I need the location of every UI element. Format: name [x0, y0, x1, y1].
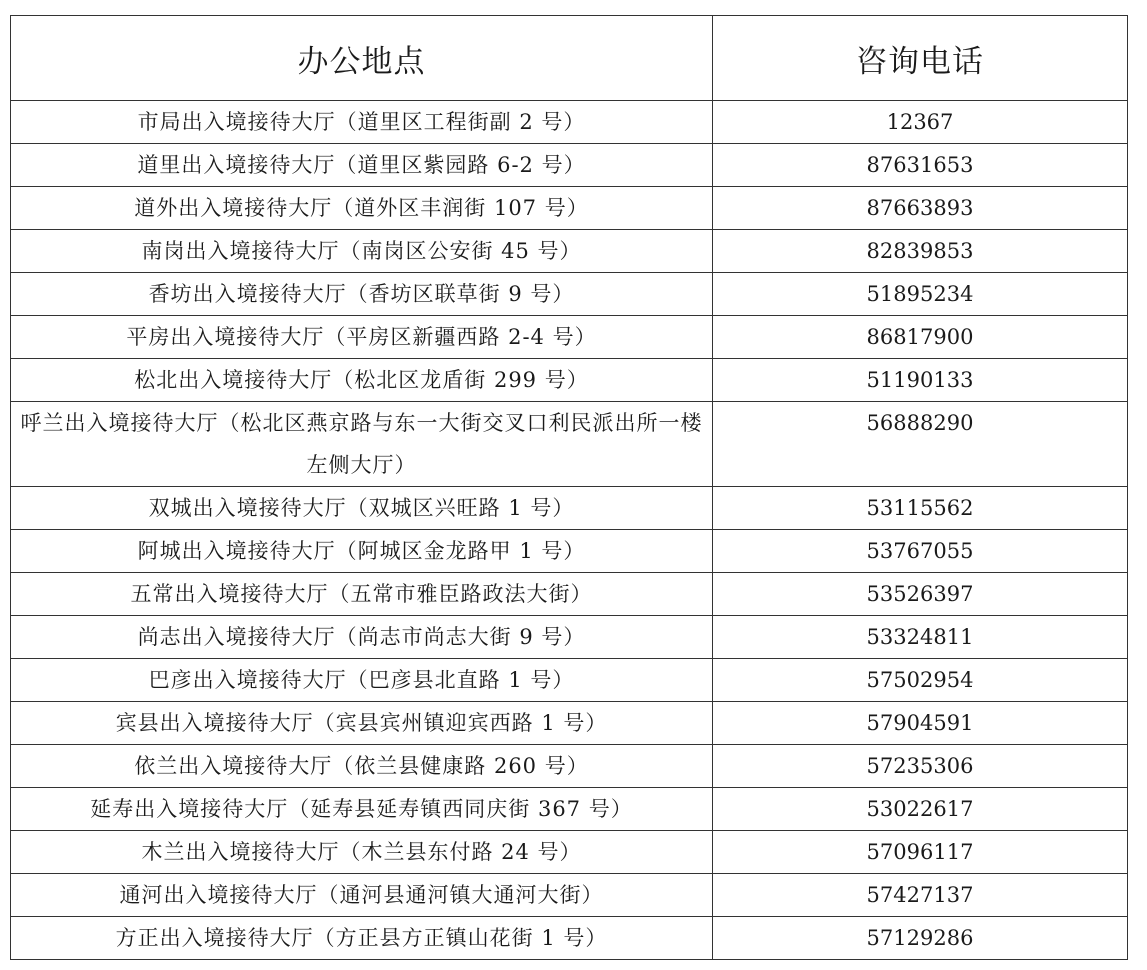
office-contact-table [10, 15, 1128, 960]
table-row [11, 230, 1128, 273]
office-phone: 57096117 [713, 831, 1128, 874]
office-phone: 56888290 [713, 402, 1128, 487]
table-row [11, 402, 1128, 487]
table-row [11, 487, 1128, 530]
office-phone: 87663893 [713, 187, 1128, 230]
office-location: 呼兰出入境接待大厅（松北区燕京路与东一大街交叉口利民派出所一楼左侧大厅） [11, 402, 713, 487]
office-location: 五常出入境接待大厅（五常市雅臣路政法大街） [11, 573, 713, 616]
office-phone: 53526397 [713, 573, 1128, 616]
table-row [11, 788, 1128, 831]
office-location: 松北出入境接待大厅（松北区龙盾街 299 号） [11, 359, 713, 402]
table-row [11, 187, 1128, 230]
office-location: 通河出入境接待大厅（通河县通河镇大通河大街） [11, 874, 713, 917]
office-phone: 57235306 [713, 745, 1128, 788]
table-row [11, 745, 1128, 788]
office-location: 平房出入境接待大厅（平房区新疆西路 2-4 号） [11, 316, 713, 359]
table-row [11, 917, 1128, 960]
office-phone: 53115562 [713, 487, 1128, 530]
table-row [11, 831, 1128, 874]
office-phone: 57129286 [713, 917, 1128, 960]
office-phone: 57502954 [713, 659, 1128, 702]
header-phone: 咨询电话 [713, 16, 1128, 101]
office-phone: 57904591 [713, 702, 1128, 745]
table-row [11, 101, 1128, 144]
table-row [11, 874, 1128, 917]
office-location: 道外出入境接待大厅（道外区丰润街 107 号） [11, 187, 713, 230]
office-phone: 12367 [713, 101, 1128, 144]
table-row [11, 144, 1128, 187]
table-row [11, 316, 1128, 359]
table-row [11, 573, 1128, 616]
office-phone: 87631653 [713, 144, 1128, 187]
office-phone: 57427137 [713, 874, 1128, 917]
office-location: 巴彦出入境接待大厅（巴彦县北直路 1 号） [11, 659, 713, 702]
office-location: 木兰出入境接待大厅（木兰县东付路 24 号） [11, 831, 713, 874]
office-phone: 51190133 [713, 359, 1128, 402]
table-row [11, 273, 1128, 316]
office-location: 市局出入境接待大厅（道里区工程街副 2 号） [11, 101, 713, 144]
table-row [11, 702, 1128, 745]
office-location: 南岗出入境接待大厅（南岗区公安街 45 号） [11, 230, 713, 273]
office-location: 双城出入境接待大厅（双城区兴旺路 1 号） [11, 487, 713, 530]
table-row [11, 616, 1128, 659]
office-location: 香坊出入境接待大厅（香坊区联草街 9 号） [11, 273, 713, 316]
table-row [11, 530, 1128, 573]
office-location: 阿城出入境接待大厅（阿城区金龙路甲 1 号） [11, 530, 713, 573]
table-row [11, 359, 1128, 402]
office-location: 尚志出入境接待大厅（尚志市尚志大街 9 号） [11, 616, 713, 659]
office-phone: 86817900 [713, 316, 1128, 359]
office-phone: 51895234 [713, 273, 1128, 316]
header-location: 办公地点 [11, 16, 713, 101]
office-location: 延寿出入境接待大厅（延寿县延寿镇西同庆街 367 号） [11, 788, 713, 831]
table-header-row [11, 16, 1128, 101]
table-row [11, 659, 1128, 702]
office-phone: 82839853 [713, 230, 1128, 273]
office-location: 方正出入境接待大厅（方正县方正镇山花街 1 号） [11, 917, 713, 960]
office-location: 依兰出入境接待大厅（依兰县健康路 260 号） [11, 745, 713, 788]
office-phone: 53022617 [713, 788, 1128, 831]
office-location: 宾县出入境接待大厅（宾县宾州镇迎宾西路 1 号） [11, 702, 713, 745]
office-location: 道里出入境接待大厅（道里区紫园路 6-2 号） [11, 144, 713, 187]
office-phone: 53324811 [713, 616, 1128, 659]
office-phone: 53767055 [713, 530, 1128, 573]
